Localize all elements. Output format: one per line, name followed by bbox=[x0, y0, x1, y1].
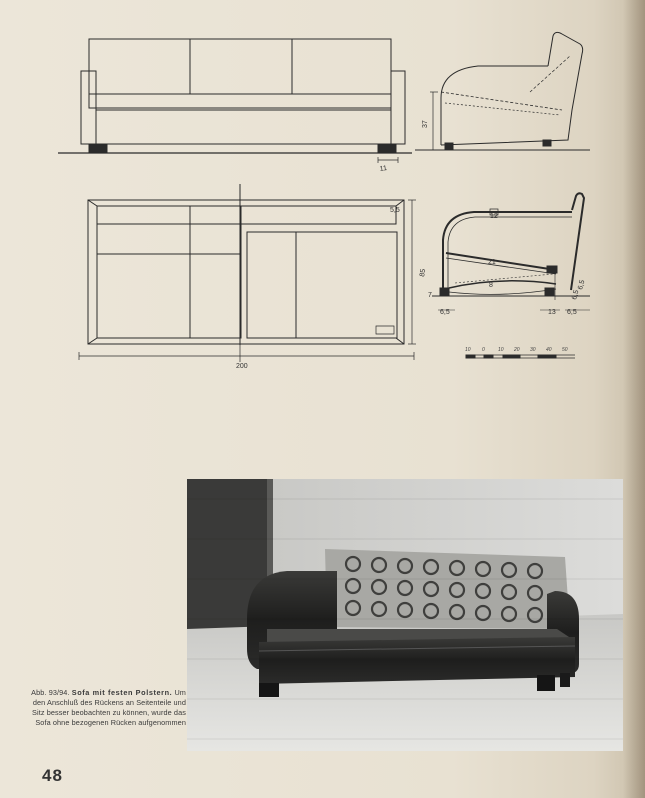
chair-label-9: 6,5 bbox=[577, 279, 587, 291]
scale-bar bbox=[466, 355, 575, 358]
figure-caption bbox=[28, 688, 186, 728]
chair-label-4: 7 bbox=[428, 292, 432, 299]
page-number: 48 bbox=[42, 766, 63, 785]
dim-seat-height: 37 bbox=[422, 120, 429, 128]
scale-tick-6: 40 bbox=[546, 347, 552, 353]
chair-label-5: 6,5 bbox=[440, 309, 450, 316]
caption-ref: Abb. 93/94. bbox=[31, 688, 70, 697]
side-section bbox=[432, 193, 590, 310]
side-elevation bbox=[415, 32, 590, 150]
dim-depth: 85 bbox=[419, 268, 428, 278]
scale-tick-2: 0 bbox=[482, 347, 485, 353]
dim-arm-width: 11 bbox=[379, 165, 388, 173]
book-gutter-shadow bbox=[623, 0, 645, 798]
sofa-photo bbox=[187, 479, 623, 751]
scale-tick-3: 10 bbox=[498, 347, 504, 353]
chair-label-8: 6,5 bbox=[567, 309, 577, 316]
chair-label-7: 13 bbox=[548, 309, 556, 316]
scale-tick-5: 30 bbox=[530, 347, 536, 353]
dim-length: 200 bbox=[236, 363, 248, 370]
chair-label-1: 12 bbox=[490, 213, 498, 220]
plan-view bbox=[79, 184, 416, 362]
chair-label-6: 6,5 bbox=[571, 289, 581, 301]
chair-label-3: 8 bbox=[489, 282, 493, 289]
dim-cushion: 5,5 bbox=[390, 207, 400, 214]
caption-body: Um den Anschluß des Rückens an Seitenteile und Sitz besser beobachten zu können, wurde das Sofa ohne bezogenen Rücken aufgenommen bbox=[32, 688, 186, 727]
caption-title: Sofa mit festen Polstern. bbox=[71, 688, 173, 697]
scale-tick-1: 10 bbox=[465, 347, 471, 353]
front-elevation bbox=[58, 39, 412, 163]
chair-label-2: 21 bbox=[488, 259, 496, 266]
scale-tick-7: 50 bbox=[562, 347, 568, 353]
scale-tick-4: 20 bbox=[514, 347, 520, 353]
